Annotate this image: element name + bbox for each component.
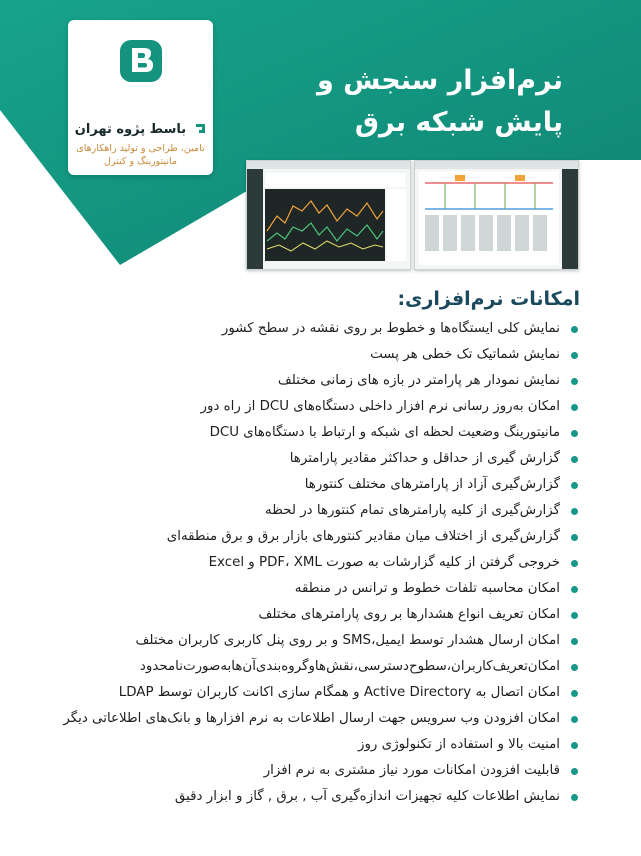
feature-item — [40, 758, 580, 784]
feature-text: نمایش کلی ایستگاه‌ها و خطوط بر روی نقشه در سطح کشور — [221, 321, 560, 336]
feature-text: امنیت بالا و استفاده از تکنولوژی روز — [358, 737, 560, 752]
software-schematic-screenshot — [414, 160, 579, 270]
bullet-icon — [571, 352, 578, 359]
feature-text: گزارش‌گیری آزاد از پارامترهای مختلف کنتورها — [304, 477, 560, 492]
feature-item — [40, 784, 580, 810]
bullet-icon — [571, 404, 578, 411]
title-line-2: پایش شبکه برق — [354, 107, 563, 138]
feature-text: گزارش‌گیری از کلیه پارامترهای تمام کنتورها در لحظه — [265, 503, 560, 518]
bullet-icon — [571, 508, 578, 515]
bullet-icon — [571, 560, 578, 567]
feature-item — [40, 342, 580, 368]
features-section — [40, 284, 580, 810]
feature-list — [40, 316, 580, 810]
company-name: باسط پژوه تهران — [74, 122, 187, 137]
bullet-icon — [571, 430, 578, 437]
brand-small-icon — [195, 119, 206, 138]
feature-text: امکان به‌روز رسانی نرم افزار داخلی دستگاه‌های DCU از راه دور — [200, 399, 560, 414]
title-line-1: نرم‌افزار سنجش و — [316, 65, 563, 96]
bullet-icon — [571, 690, 578, 697]
feature-text: امکان‌تعریف‌کاربران،سطوح‌دسترسی،نقش‌ها‌و‌گروه‌بندی‌آن‌ها‌به‌صورت‌نامحدود — [139, 659, 560, 674]
bullet-icon — [571, 742, 578, 749]
bullet-icon — [571, 586, 578, 593]
feature-item — [40, 602, 580, 628]
brand-logo-card — [68, 20, 213, 175]
bullet-icon — [571, 638, 578, 645]
bullet-icon — [571, 534, 578, 541]
header-banner — [0, 0, 641, 280]
feature-item — [40, 706, 580, 732]
feature-item — [40, 550, 580, 576]
feature-text: امکان اتصال به Active Directory و همگام سازی اکانت کاربران توسط LDAP — [118, 685, 560, 700]
bullet-icon — [571, 768, 578, 775]
feature-text: گزارش گیری از حداقل و حداکثر مقادیر پارامترها — [289, 451, 560, 466]
feature-text: خروجی گرفتن از کلیه گزارشات به صورت PDF، XML و Excel — [208, 555, 560, 570]
feature-item — [40, 368, 580, 394]
feature-text: نمایش شماتیک تک خطی هر پست — [370, 347, 560, 362]
feature-item — [40, 394, 580, 420]
feature-item — [40, 680, 580, 706]
company-tagline: تامین، طراحی و تولید راهکارهای مانیتورینگ و کنترل — [76, 143, 205, 167]
page-title — [263, 60, 563, 144]
bullet-icon — [571, 612, 578, 619]
feature-item — [40, 732, 580, 758]
feature-item — [40, 420, 580, 446]
feature-text: امکان محاسبه تلفات خطوط و ترانس در منطقه — [294, 581, 560, 596]
feature-text: امکان تعریف انواع هشدارها بر روی پارامترهای مختلف — [258, 607, 560, 622]
feature-item — [40, 446, 580, 472]
feature-text: مانیتورینگ وضعیت لحظه ای شبکه و ارتباط با دستگاه‌های DCU — [209, 425, 560, 440]
feature-text: نمایش نمودار هر پارامتر در بازه های زمانی مختلف — [277, 373, 560, 388]
feature-item — [40, 472, 580, 498]
feature-item — [40, 524, 580, 550]
bullet-icon — [571, 664, 578, 671]
feature-text: امکان افزودن وب سرویس جهت ارسال اطلاعات به نرم افزارها و بانک‌های اطلاعاتی دیگر — [63, 711, 560, 726]
feature-item — [40, 576, 580, 602]
bullet-icon — [571, 794, 578, 801]
bullet-icon — [571, 326, 578, 333]
bullet-icon — [571, 378, 578, 385]
bullet-icon — [571, 456, 578, 463]
feature-item — [40, 498, 580, 524]
brand-logo-icon — [118, 38, 164, 84]
features-heading: امکانات نرم‌افزاری: — [397, 288, 580, 310]
feature-text: نمایش اطلاعات کلیه تجهیزات اندازه‌گیری آب , برق , گاز و ابزار دقیق — [174, 789, 560, 804]
bullet-icon — [571, 482, 578, 489]
feature-text: امکان ارسال هشدار توسط ایمیل،SMS و بر روی پنل کاربری کاربران مختلف — [135, 633, 560, 648]
bullet-icon — [571, 716, 578, 723]
feature-item — [40, 654, 580, 680]
feature-item — [40, 316, 580, 342]
software-chart-screenshot — [246, 160, 411, 270]
feature-text: گزارش‌گیری از اختلاف میان مقادیر کنتورهای بازار برق و برق منطقه‌ای — [166, 529, 560, 544]
feature-text: قابلیت افزودن امکانات مورد نیاز مشتری به نرم افزار — [263, 763, 560, 778]
feature-item — [40, 628, 580, 654]
